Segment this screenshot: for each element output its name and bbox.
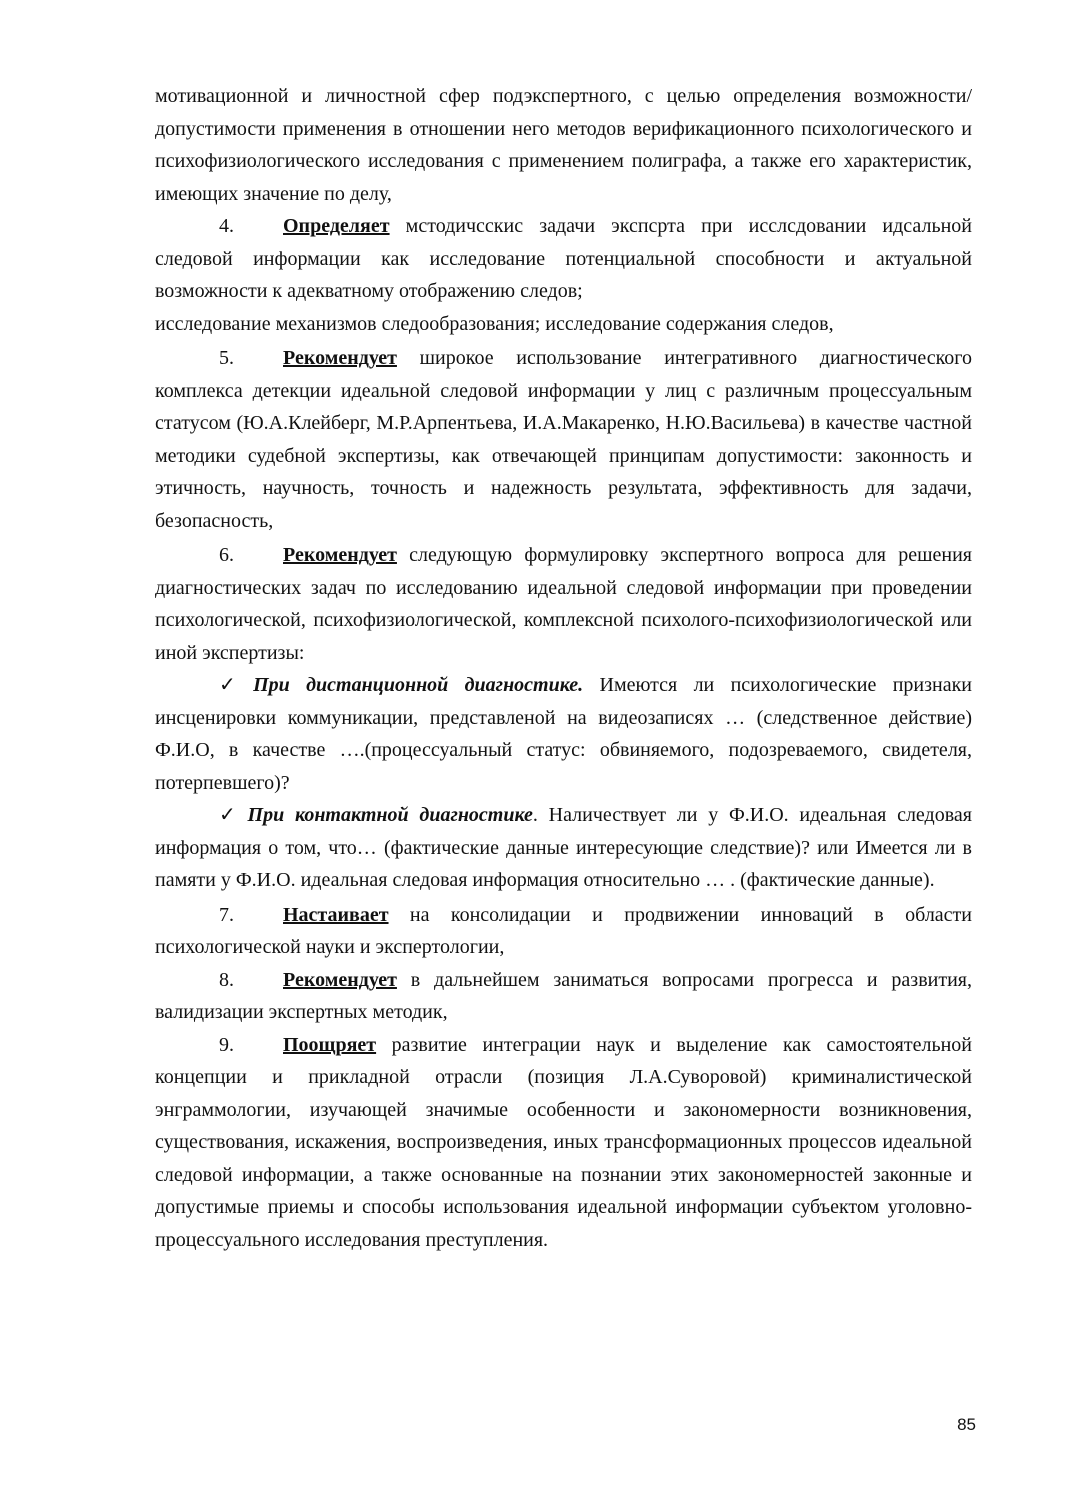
item-4-keyword: Определяет (283, 215, 390, 237)
item-6-text: следующую формулировку экспертного вопроса для решения диагностических задач по исследованию идеальной следовой информации при проведении психологической, психофизиологической, комплексной психолого-психофизиологической или иной экспертизы: (155, 544, 972, 664)
bullet-2-text: . Наличествует ли у Ф.И.О. идеальная следовая информация о том, что… (фактические данные интересующие следствие)? или Имеется ли в памяти у Ф.И.О. идеальная следовая информация относительно … . (фактические данные). (155, 804, 972, 891)
bullet-1-text: Имеются ли психологические признаки инсценировки коммуникации, представленой на видеозаписях … (следственное действие) Ф.И.О, в качестве ….(процессуальный статус: обвиняемого, подозреваемого, свидетеля, потерпевшего)? (155, 674, 972, 794)
item-9-keyword: Поощряет (283, 1033, 377, 1056)
item-7-keyword: Настаивает (283, 903, 389, 926)
bullet-remote-diagnostics (155, 669, 972, 799)
checkmark-icon: ✓ (219, 804, 242, 826)
item-6 (155, 539, 972, 669)
item-4-continuation (155, 308, 972, 341)
item-8-keyword: Рекомендует (283, 968, 397, 991)
item-7-number: 7. (219, 903, 234, 926)
item-6-keyword: Рекомендует (283, 544, 397, 566)
bullet-contact-diagnostics (155, 799, 972, 897)
intro-paragraph (155, 80, 972, 210)
item-7 (155, 899, 972, 964)
item-8-text: в дальнейшем заниматься вопросами прогресса и развития, валидизации экспертных методик, (155, 968, 972, 1023)
item-9-number: 9. (219, 1033, 234, 1056)
item-4-number: 4. (219, 215, 234, 237)
checkmark-icon: ✓ (219, 674, 248, 696)
item-4-text: мстодичсскис задачи экспсрта при исслсдовании идсальной следовой информации как исследование потенциальной способности и актуальной возможности к адекватному отображению следов; (155, 215, 972, 302)
page-number: 85 (957, 1415, 976, 1434)
bullet-1-heading: При дистанционной диагностике. (253, 674, 584, 696)
item-7-text: на консолидации и продвижении инноваций в области психологической науки и экспертологии, (155, 903, 972, 958)
bullet-2-heading: При контактной диагностике (247, 804, 533, 826)
item-8 (155, 964, 972, 1029)
item-4-continuation-text: исследование механизмов следообразования; исследование содержания следов, (155, 312, 834, 335)
item-8-number: 8. (219, 968, 234, 991)
item-6-number: 6. (219, 544, 234, 566)
item-5-number: 5. (219, 347, 234, 369)
item-4 (155, 210, 972, 308)
item-9 (155, 1029, 972, 1257)
item-5-text: широкое использование интегративного диагностического комплекса детекции идеальной следовой информации у лиц с различным процессуальным статусом (Ю.А.Клейберг, М.Р.Арпентьева, И.А.Макаренко, Н.Ю.Васильева) в качестве частной методики судебной экспертизы, как отвечающей принципам допустимости: законность и этичность, научность, точность и надежность результата, эффективность для задачи, безопасность, (155, 347, 972, 532)
item-5-keyword: Рекомендует (283, 347, 397, 369)
intro-text: мотивационной и личностной сфер подэкспертного, с целью определения возможности/допустимости применения в отношении него методов верификационного психологического и психофизиологического исследования с применением полиграфа, а также его характеристик, имеющих значение по делу, (155, 85, 972, 205)
item-9-text: развитие интеграции наук и выделение как самостоятельной концепции и прикладной отрасли (позиция Л.А.Суворовой) криминалистической энграммологии, изучающей значимые особенности и закономерности возникновения, существования, искажения, воспроизведения, иных трансформационных процессов идеальной следовой информации, а также основанные на познании этих закономерностей законные и допустимые приемы и способы использования идеальной информации субъектом уголовно-процессуального исследования преступления. (155, 1033, 972, 1251)
document-body (155, 80, 972, 1256)
item-5 (155, 342, 972, 537)
